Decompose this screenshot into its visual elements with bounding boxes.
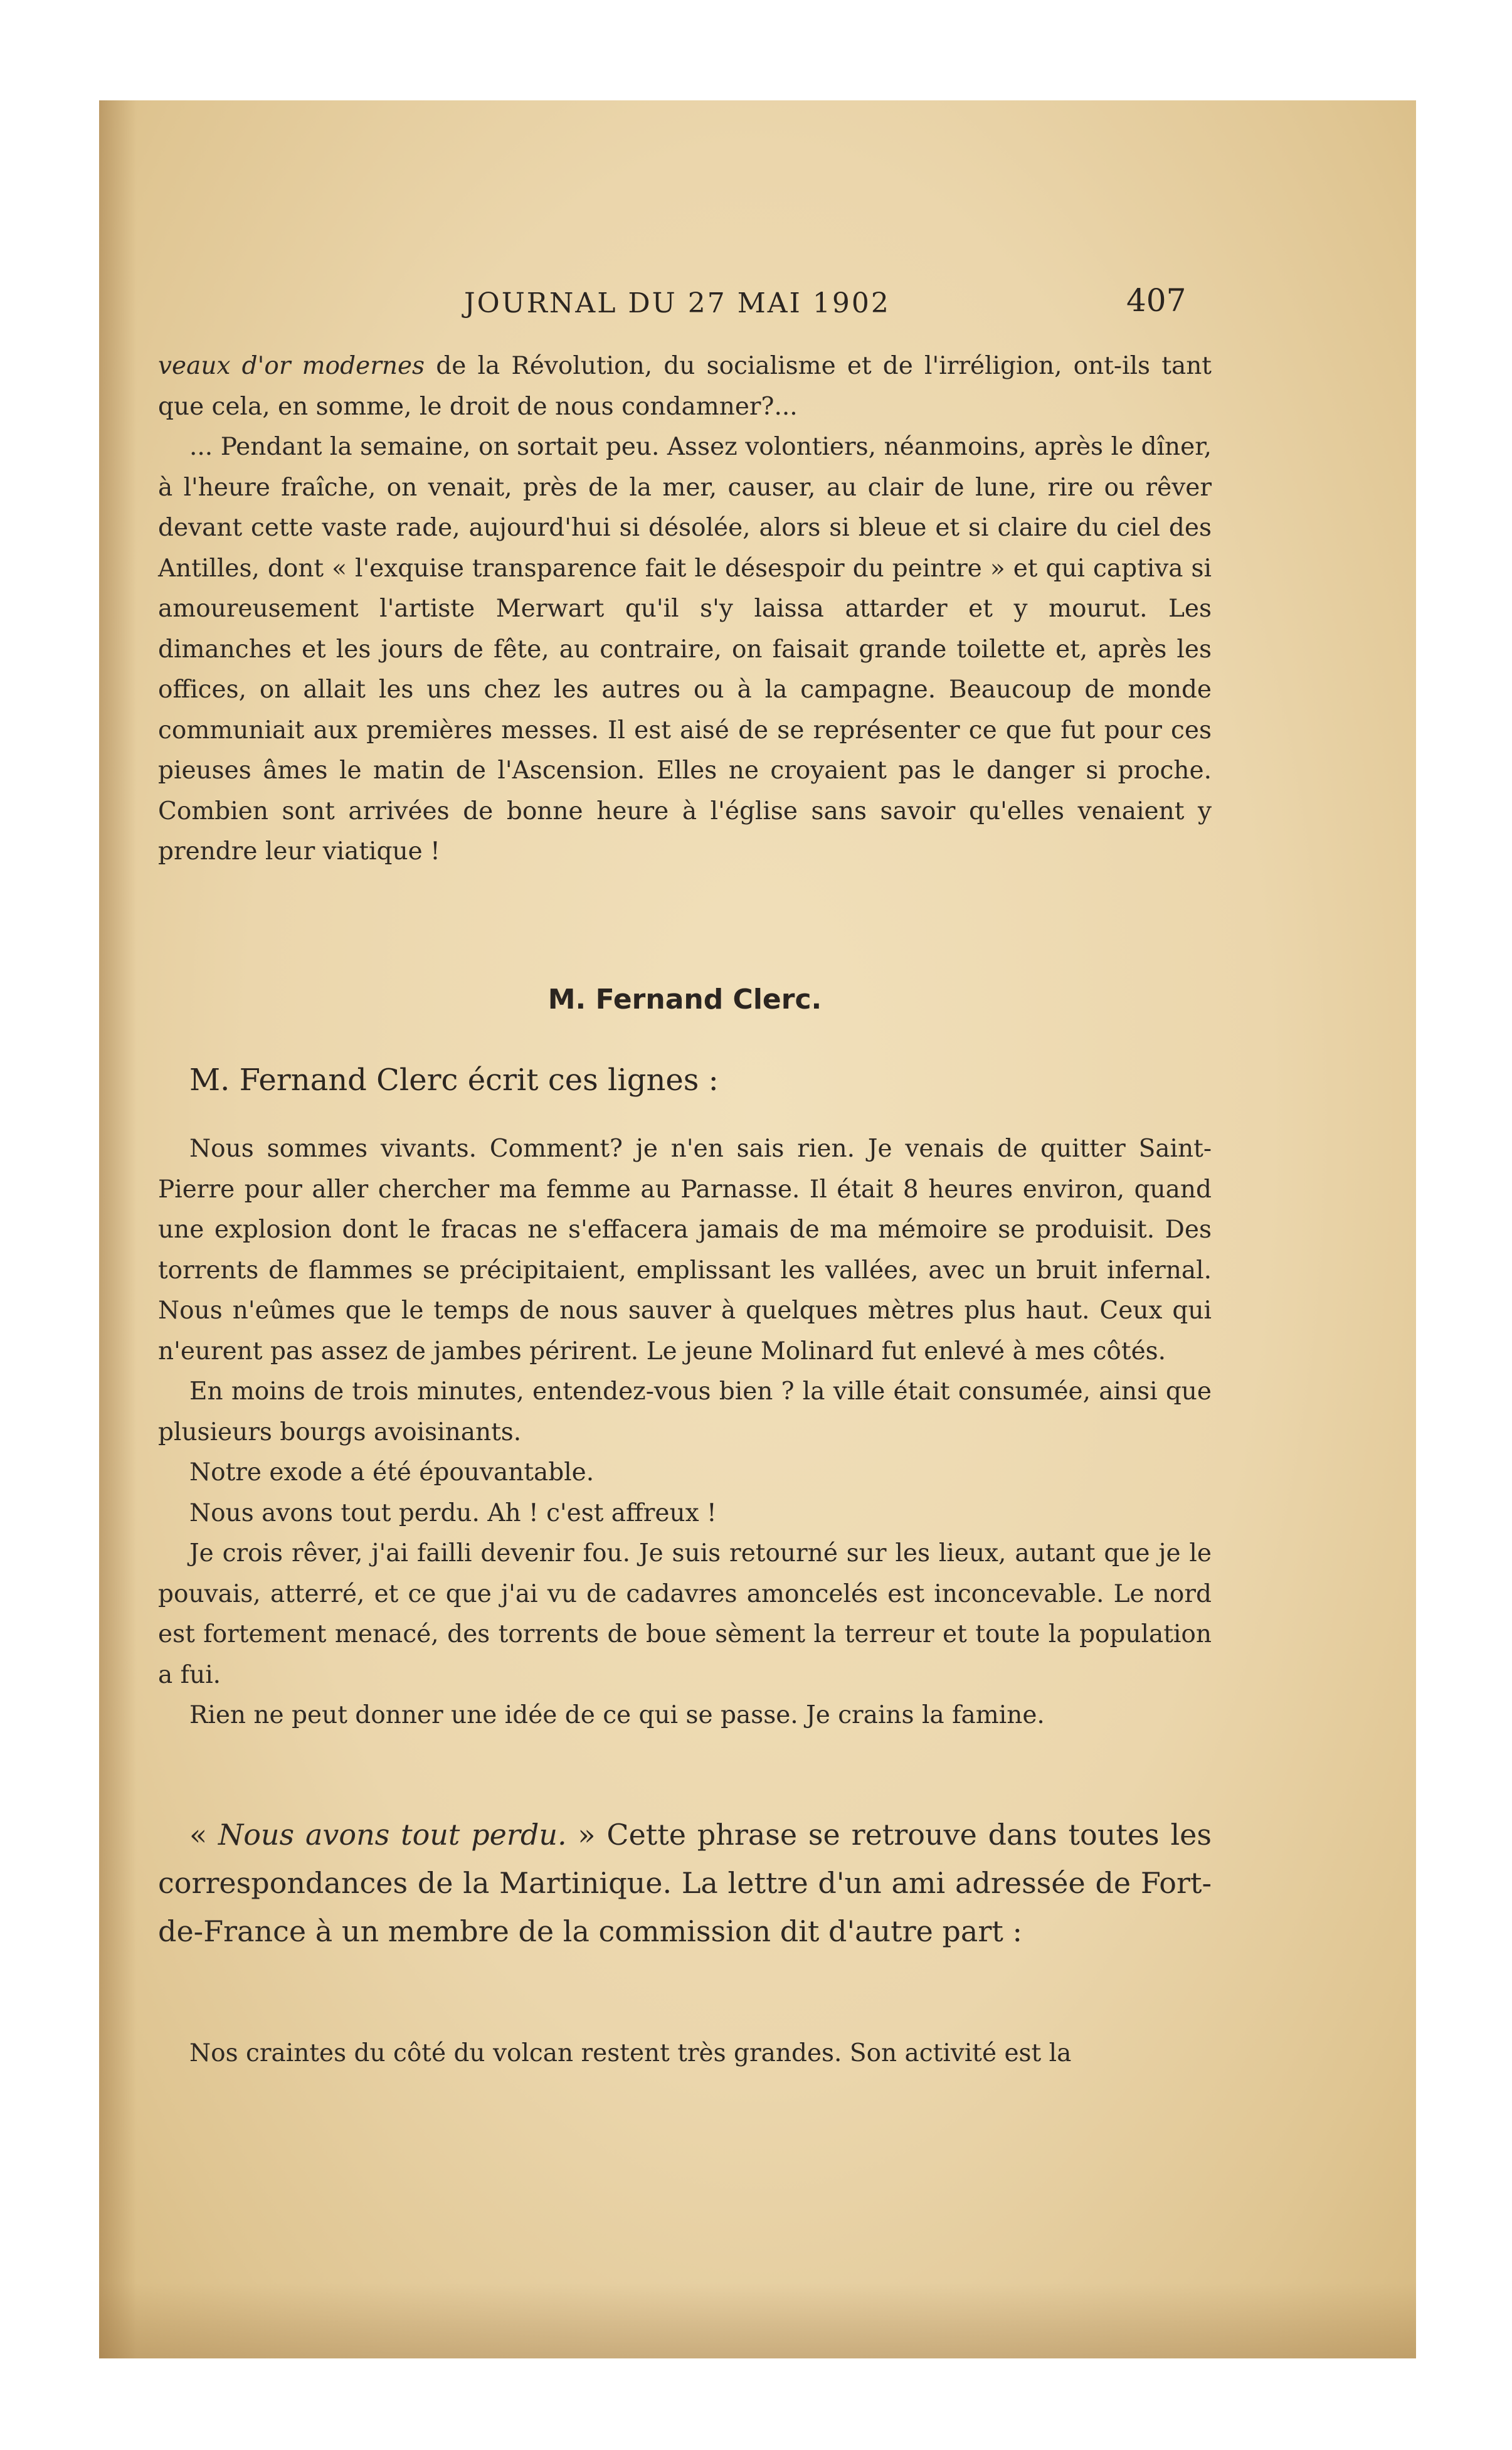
book-page	[99, 100, 1416, 2358]
letter-paragraph-6: Rien ne peut donner une idée de ce qui se passe. Je crains la famine.	[189, 1701, 1045, 1729]
quoted-phrase: Nous avons tout perdu.	[218, 1818, 567, 1852]
section-heading: M. Fernand Clerc.	[547, 984, 822, 1016]
section-intro: M. Fernand Clerc écrit ces lignes :	[189, 1063, 719, 1098]
paragraph-sunday-life: ... Pendant la semaine, on sortait peu. Assez volontiers, néanmoins, après le dîner, à l'heure fraîche, on venait, près de la mer, causer, au clair de lune, rire ou rêver devant cette vaste rade, aujourd'hui si désolée, alors si bleue et si claire du ciel des Antilles, dont « l'exquise transparence fait le désespoir du peintre » et qui captiva si amoureusement l'artiste Merwart qu'il s'y laissa attarder et y mourut. Les dimanches et les jours de fête, au contraire, on faisait grande toilette et, après les offices, on allait les uns chez les autres ou à la campagne. Beaucoup de monde communiait aux premières messes. Il est aisé de se représenter ce que fut pour ces pieuses âmes le matin de l'Ascension. Elles ne croyaient pas le danger si proche. Combien sont arrivées de bonne heure à l'église sans savoir qu'elles venaient y prendre leur viatique !	[158, 433, 1212, 866]
final-letter-paragraph: Nos craintes du côté du volcan restent très grandes. Son activité est la	[189, 2039, 1072, 2067]
paragraph-text: de la Révolution, du socialisme et de l'irréligion, ont-ils tant que cela, en somme, le droit de nous condamner?...	[158, 352, 1212, 421]
top-text-block	[158, 346, 1212, 872]
italic-phrase: veaux d'or modernes	[158, 352, 425, 380]
running-head: JOURNAL DU 27 MAI 1902	[464, 287, 891, 319]
letter-paragraph-2: En moins de trois minutes, entendez-vous bien ? la ville était consumée, ainsi que plusieurs bourgs avoisinants.	[158, 1377, 1212, 1446]
commentary-block	[158, 1811, 1212, 1956]
final-letter-block	[158, 2034, 1212, 2074]
letter-paragraph-1: Nous sommes vivants. Comment? je n'en sais rien. Je venais de quitter Saint-Pierre pour aller chercher ma femme au Parnasse. Il était 8 heures environ, quand une explosion dont le fracas ne s'effacera jamais de ma mémoire se produisit. Des torrents de flammes se précipitaient, emplissant les vallées, avec un bruit infernal. Nous n'eûmes que le temps de nous sauver à quelques mètres plus haut. Ceux qui n'eurent pas assez de jambes périrent. Le jeune Molinard fut enlevé à mes côtés.	[158, 1135, 1212, 1366]
paragraph-continuation	[158, 346, 1212, 427]
page-number: 407	[1126, 282, 1187, 319]
letter-paragraph-4: Nous avons tout perdu. Ah ! c'est affreux !	[189, 1498, 717, 1527]
letter-block	[158, 1129, 1212, 1736]
commentary-paragraph: « Nous avons tout perdu. » Cette phrase se retrouve dans toutes les correspondances de la Martinique. La lettre d'un ami adressée de Fort-de-France à un membre de la commission dit d'autre part :	[158, 1818, 1212, 1948]
letter-paragraph-3: Notre exode a été épouvantable.	[189, 1458, 595, 1487]
letter-paragraph-5: Je crois rêver, j'ai failli devenir fou. Je suis retourné sur les lieux, autant que je le pouvais, atterré, et ce que j'ai vu de cadavres amoncelés est inconcevable. Le nord est fortement menacé, des torrents de boue sèment la terreur et toute la population a fui.	[158, 1539, 1212, 1689]
